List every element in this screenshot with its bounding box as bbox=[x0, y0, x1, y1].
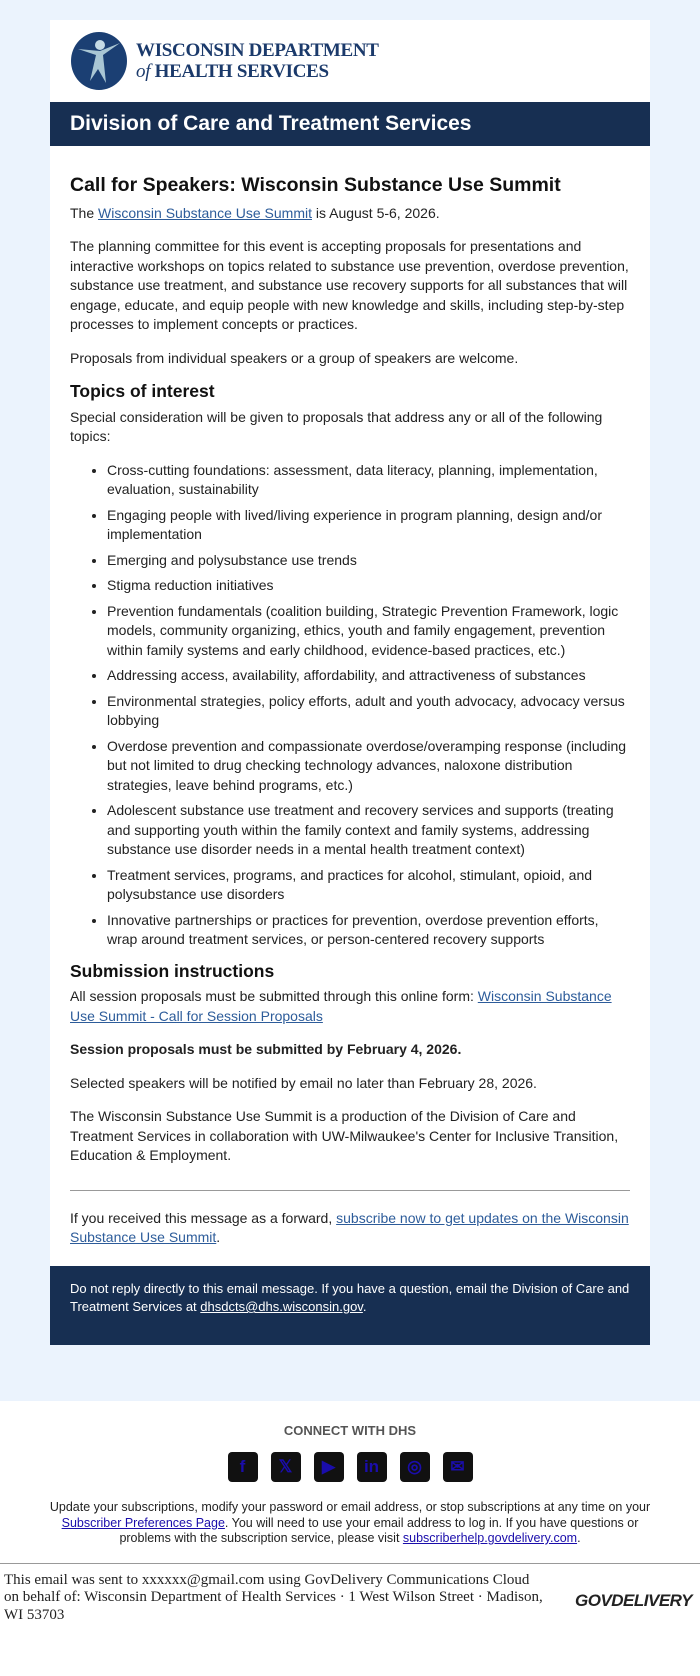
intro-text: The Wisconsin Substance Use Summit is August 5-6, 2026. bbox=[70, 204, 440, 221]
email-body bbox=[50, 146, 650, 1266]
sender-info bbox=[0, 1563, 700, 1633]
logo-of: of bbox=[136, 61, 151, 82]
do-not-reply-notice: Do not reply directly to this email message. If you have a question, email the Division of Care and Treatment Services at dhsdcts@dhs.wisconsin.gov. bbox=[50, 1266, 650, 1345]
topic-item: • Prevention fundamentals (coalition building, Strategic Prevention Framework, logic models, community organizing, ethics, youth and family engagement, prevention within family systems and early childhood, evidence-based practices, etc.) bbox=[107, 602, 630, 661]
notification-text: Selected speakers will be notified by email no later than February 28, 2026. bbox=[70, 1074, 537, 1091]
logo-line2: HEALTH SERVICES bbox=[154, 61, 329, 82]
instagram-icon[interactable]: ◎ bbox=[400, 1452, 430, 1482]
summit-link[interactable]: Wisconsin Substance Use Summit bbox=[98, 204, 312, 221]
topics-intro: Special consideration will be given to proposals that address any or all of the following topics: bbox=[70, 408, 603, 444]
govdelivery-logo[interactable]: GOVDELIVERY bbox=[575, 1590, 692, 1610]
dhs-seal-icon bbox=[70, 31, 128, 91]
email-card bbox=[50, 20, 650, 1345]
topic-item: • Addressing access, availability, affordability, and attractiveness of substances bbox=[107, 666, 630, 686]
topic-item: • Engaging people with lived/living experience in program planning, design and/or implementation bbox=[107, 506, 630, 545]
dhs-logo bbox=[50, 20, 650, 102]
facebook-icon[interactable]: f bbox=[228, 1452, 258, 1482]
logo-line1: WISCONSIN DEPARTMENT bbox=[136, 40, 379, 61]
social-icons bbox=[0, 1452, 700, 1482]
linkedin-icon[interactable]: in bbox=[357, 1452, 387, 1482]
sender-line3: WI 53703 bbox=[4, 1606, 65, 1623]
sender-line2: on behalf of: Wisconsin Department of Health Services · 1 West Wilson Street · Madison, bbox=[4, 1589, 543, 1605]
topic-item: • Treatment services, programs, and practices for alcohol, stimulant, opioid, and polysubstance use disorders bbox=[107, 866, 630, 905]
topic-item: • Cross-cutting foundations: assessment, data literacy, planning, implementation, evaluation, sustainability bbox=[107, 461, 630, 500]
divider bbox=[70, 1190, 630, 1191]
email-icon[interactable]: ✉ bbox=[443, 1452, 473, 1482]
topic-item: • Adolescent substance use treatment and recovery services and supports (treating and supporting youth within the family context and family systems, addressing substance use disorder needs in a mental health treatment context) bbox=[107, 801, 630, 860]
sender-line1: This email was sent to xxxxxx@gmail.com using GovDelivery Communications Cloud bbox=[4, 1571, 530, 1588]
subscriber-help-link[interactable]: subscriberhelp.govdelivery.com bbox=[402, 1531, 578, 1545]
subscriber-preferences-link[interactable]: Subscriber Preferences Page bbox=[61, 1515, 225, 1530]
page-title: Call for Speakers: Wisconsin Substance Use Summit bbox=[70, 174, 561, 196]
topics-heading: Topics of interest bbox=[70, 381, 215, 401]
topic-item: • Innovative partnerships or practices for prevention, overdose prevention efforts, wrap around treatment services, or person-centered recovery supports bbox=[107, 911, 630, 950]
speakers-paragraph: Proposals from individual speakers or a group of speakers are welcome. bbox=[70, 349, 519, 366]
topic-item: • Emerging and polysubstance use trends bbox=[107, 551, 630, 571]
contact-email-link[interactable]: dhsdcts@dhs.wisconsin.gov bbox=[200, 1299, 363, 1314]
x-icon[interactable]: 𝕏 bbox=[271, 1452, 301, 1482]
footer bbox=[0, 1401, 700, 1633]
proposal-form-link[interactable]: Wisconsin Substance Use Summit - Call for Session Proposals bbox=[70, 988, 612, 1024]
division-banner: Division of Care and Treatment Services bbox=[50, 102, 650, 146]
production-text: The Wisconsin Substance Use Summit is a production of the Division of Care and Treatment Services in collaboration with UW-Milwaukee's Center for Inclusive Transition, Education & Employment. bbox=[70, 1108, 619, 1163]
topics-list bbox=[70, 461, 630, 950]
topic-item: • Stigma reduction initiatives bbox=[107, 576, 630, 596]
deadline-text: Session proposals must be submitted by February 4, 2026. bbox=[70, 1041, 462, 1057]
forward-text: If you received this message as a forward, subscribe now to get updates on the Wisconsin Substance Use Summit. bbox=[70, 1209, 629, 1245]
description-paragraph: The planning committee for this event is accepting proposals for presentations and interactive workshops on topics related to substance use prevention, overdose prevention, substance use treatment, and substance use recovery supports for all substances that will engage, educate, and equip people with new knowledge and skills, including step-by-step processes to implement concepts or practices. bbox=[70, 238, 629, 332]
connect-heading: CONNECT WITH DHS bbox=[283, 1422, 417, 1438]
topic-item: • Overdose prevention and compassionate overdose/overamping response (including but not limited to drug checking technology advances, naloxone distribution strategies, leave behind programs, etc.) bbox=[107, 737, 630, 796]
submission-text: All session proposals must be submitted through this online form: Wisconsin Substance Use Summit - Call for Session Proposals bbox=[70, 988, 612, 1024]
subscription-legal: Update your subscriptions, modify your password or email address, or stop subscriptions at any time on your Subscriber Preferences Page. You will need to use your email address to log in. If you have questions or problems with the subscription service, please visit subscriberhelp.govdelivery.com. bbox=[49, 1500, 651, 1545]
youtube-icon[interactable]: ▶ bbox=[314, 1452, 344, 1482]
topic-item: • Environmental strategies, policy efforts, adult and youth advocacy, advocacy versus lobbying bbox=[107, 692, 630, 731]
submission-heading: Submission instructions bbox=[70, 960, 275, 981]
subscribe-link[interactable]: subscribe now to get updates on the Wisconsin Substance Use Summit bbox=[70, 1209, 629, 1245]
